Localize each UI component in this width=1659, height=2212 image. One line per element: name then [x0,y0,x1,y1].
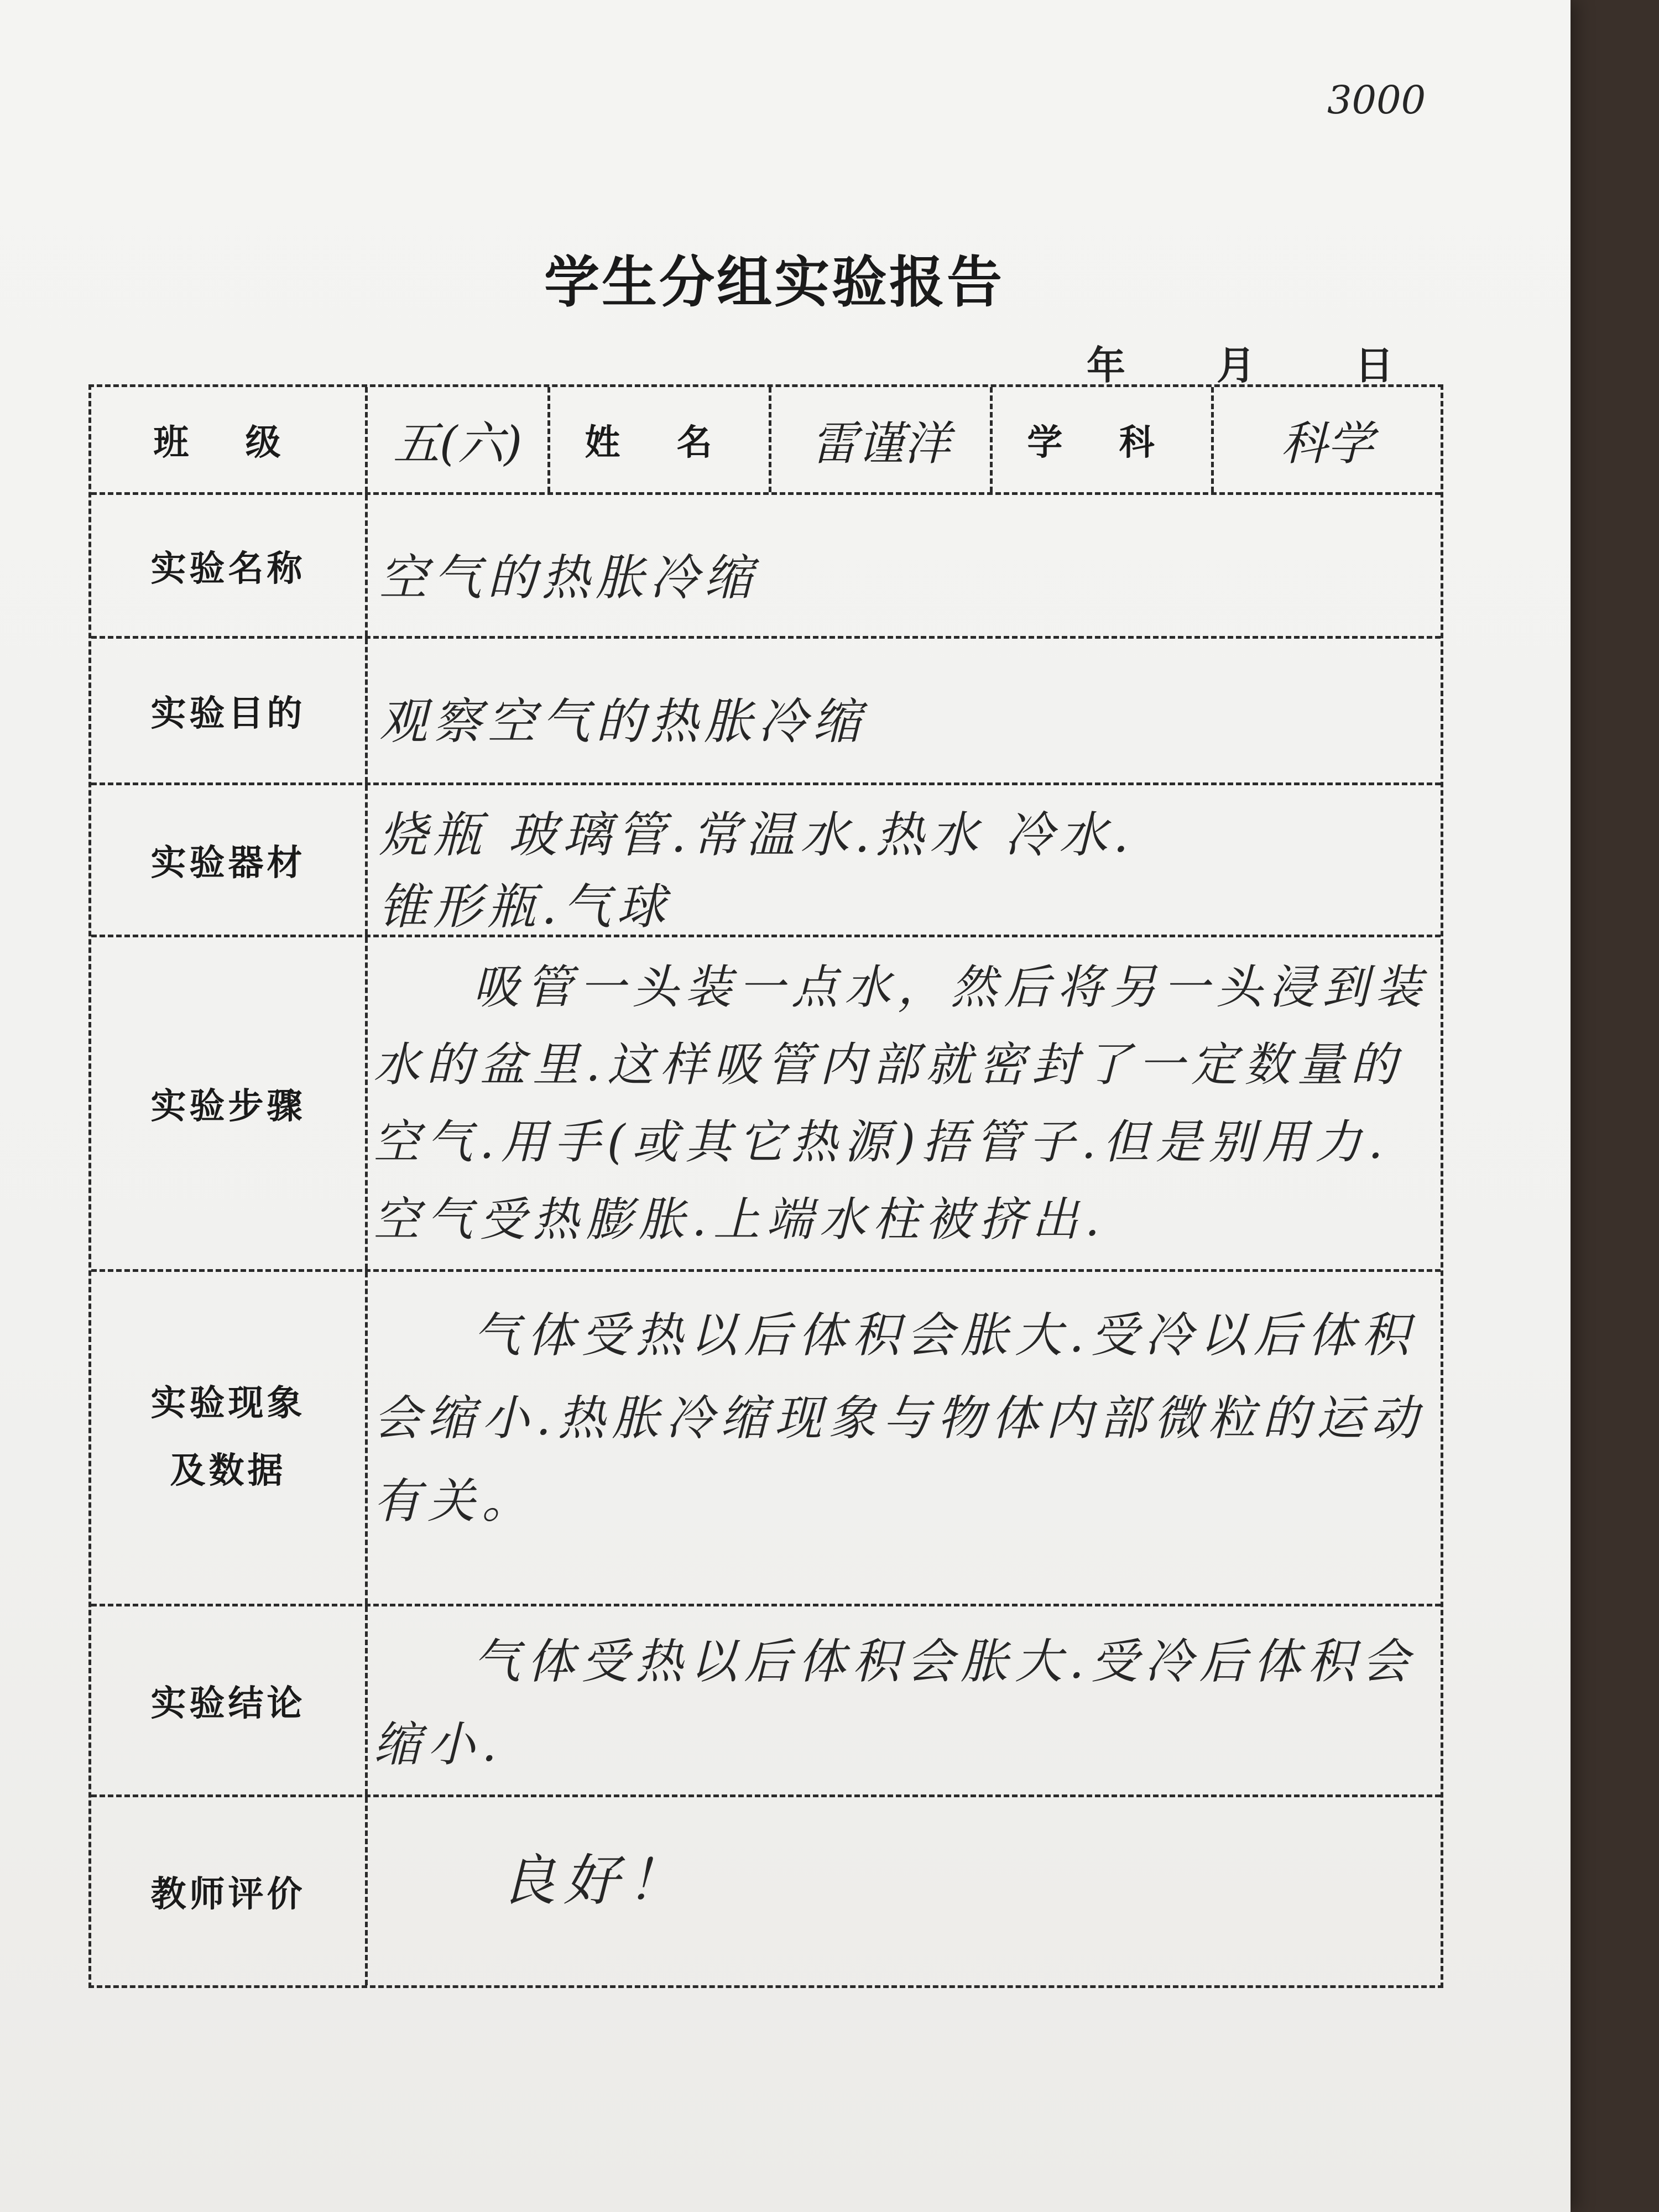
teacher-eval-cell [379,1797,1430,1985]
subject-label: 学 科 [993,387,1214,492]
page-number: 3000 [1327,77,1426,123]
conclusion-cell [373,1606,1430,1794]
experiment-purpose-row [91,636,1441,782]
experiment-name-label: 实验名称 [91,495,368,636]
date-year-label: 年 [1087,343,1125,388]
report-form-table [88,384,1443,1988]
experiment-purpose-label: 实验目的 [91,639,368,782]
conclusion-text: 气体受热以后体积会胀大.受冷后体积会缩小. [373,1634,1416,1772]
phenomena-label [91,1272,368,1604]
experiment-name-row [91,492,1441,636]
phenomena-text: 气体受热以后体积会胀大.受冷以后体积会缩小.热胀冷缩现象与物体内部微粒的运动有关。 [373,1308,1425,1529]
experiment-name-cell [379,495,1430,636]
phenomena-cell [373,1272,1430,1604]
teacher-eval-label: 教师评价 [91,1797,368,1985]
header-row [91,387,1441,492]
class-label: 班 级 [91,387,368,492]
name-label: 姓 名 [550,387,771,492]
experiment-equipment-row [91,782,1441,935]
phenomena-label-line-2: 及数据 [170,1451,286,1491]
experiment-steps-label: 实验步骤 [91,937,368,1269]
experiment-steps-cell [373,937,1430,1269]
experiment-steps-text: 吸管一头装一点水，然后将另一头浸到装水的盆里.这样吸管内部就密封了一定数量的空气.用手(或其它热源)捂管子.但是别用力.空气受热膨胀.上端水柱被挤出. [373,960,1429,1246]
experiment-purpose-cell [379,639,1430,782]
conclusion-label: 实验结论 [91,1606,368,1794]
experiment-steps-row [91,935,1441,1269]
teacher-eval-value: 良好！ [500,1848,690,1913]
experiment-steps-paragraph [373,948,1430,1258]
page-title: 学生分组实验报告 [544,250,1004,315]
phenomena-paragraph [373,1294,1430,1543]
phenomena-row [91,1269,1441,1604]
teacher-eval-row [91,1794,1441,1985]
equipment-line-1: 烧瓶 玻璃管.常温水.热水 冷水. [379,806,1134,863]
class-value: 五(六) [368,387,550,492]
experiment-equipment-label: 实验器材 [91,785,368,935]
subject-value: 科学 [1280,416,1374,471]
experiment-name-value: 空气的热胀冷缩 [379,549,759,606]
date-day-label: 日 [1355,343,1394,388]
phenomena-label-line-1: 实验现象 [150,1383,306,1425]
name-value: 雷谨洋 [771,387,993,492]
conclusion-row [91,1604,1441,1794]
experiment-purpose-value: 观察空气的热胀冷缩 [379,693,867,750]
conclusion-paragraph [373,1620,1430,1786]
experiment-equipment-cell [379,785,1430,935]
equipment-line-2: 锥形瓶.气球 [379,878,671,935]
date-month-label: 月 [1217,343,1255,388]
